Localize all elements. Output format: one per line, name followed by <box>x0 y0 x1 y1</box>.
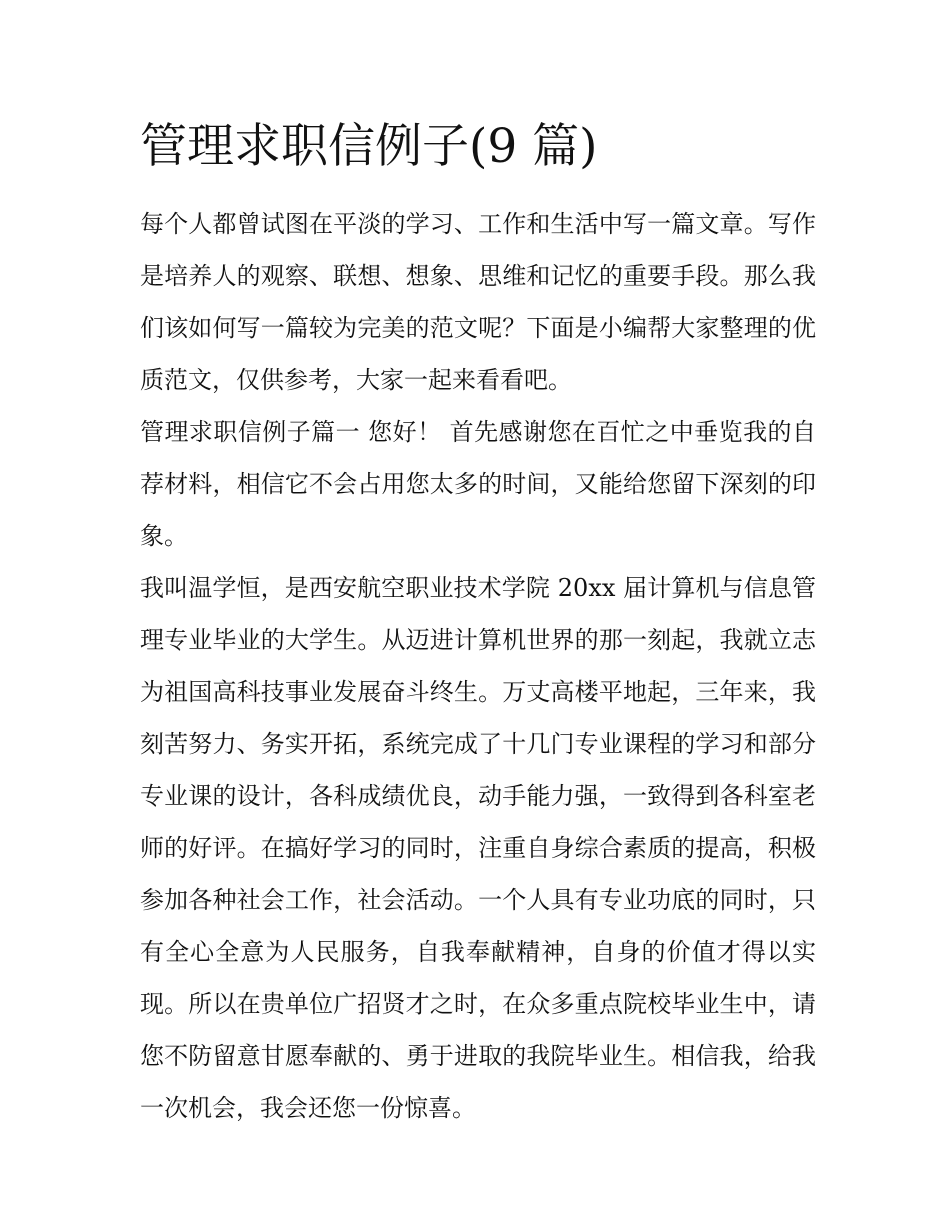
greeting-paragraph: 管理求职信例子篇一 您好！ 首先感谢您在百忙之中垂览我的自荐材料，相信它不会占用您太多的时间，又能给您留下深刻的印象。 <box>140 418 816 550</box>
intro-paragraph: 每个人都曾试图在平淡的学习、工作和生活中写一篇文章。写作是培养人的观察、联想、想象、思维和记忆的重要手段。那么我们该如何写一篇较为完美的范文呢？下面是小编帮大家整理的优质范文，仅供参考，大家一起来看看吧。 <box>140 210 816 394</box>
document-body <box>140 198 816 1134</box>
document-title: 管理求职信例子(9 篇) <box>140 119 598 174</box>
self-introduction-paragraph: 我叫温学恒，是西安航空职业技术学院 20xx 届计算机与信息管理专业毕业的大学生。从迈进计算机世界的那一刻起，我就立志为祖国高科技事业发展奋斗终生。万丈高楼平地起，三年来，我刻苦努力、务实开拓，系统完成了十几门专业课程的学习和部分专业课的设计，各科成绩优良，动手能力强，一致得到各科室老师的好评。在搞好学习的同时，注重自身综合素质的提高，积极参加各种社会工作，社会活动。一个人具有专业功底的同时，只有全心全意为人民服务，自我奉献精神，自身的价值才得以实现。所以在贵单位广招贤才之时，在众多重点院校毕业生中，请您不防留意甘愿奉献的、勇于进取的我院毕业生。相信我，给我一次机会，我会还您一份惊喜。 <box>140 574 816 1122</box>
